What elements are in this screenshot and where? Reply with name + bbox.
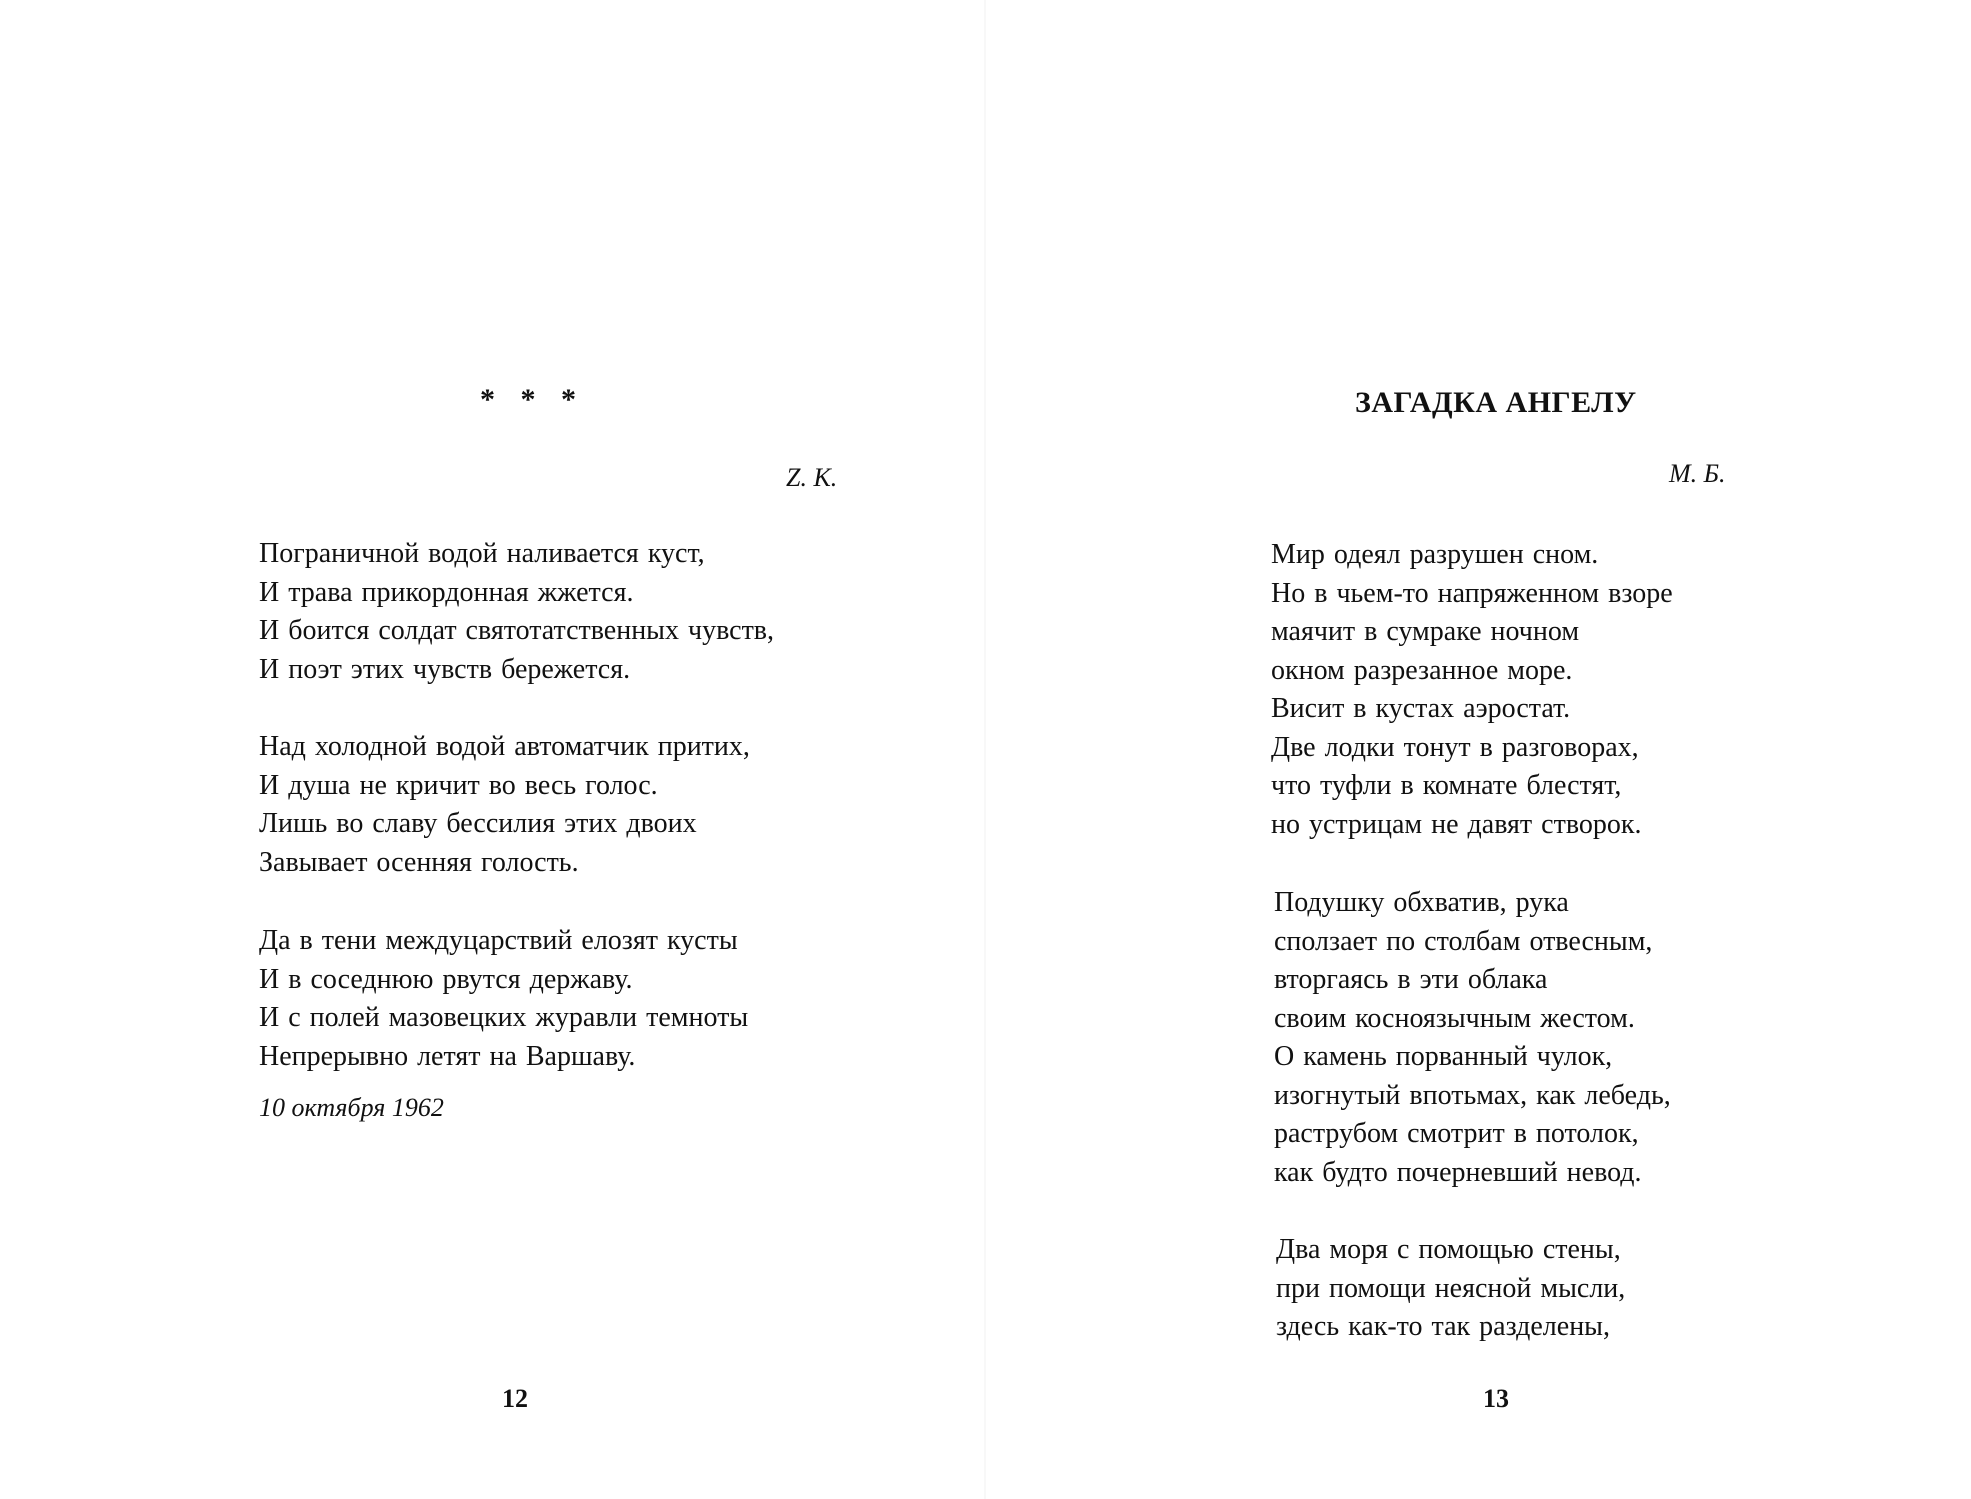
poem-line: И душа не кричит во весь голос. xyxy=(259,769,658,801)
poem-line: вторгаясь в эти облака xyxy=(1274,964,1548,995)
poem-title: ЗАГАДКА АНГЕЛУ xyxy=(1355,386,1637,419)
poem-line: Пограничной водой наливается куст, xyxy=(259,538,705,569)
poem-line: И трава прикордонная жжется. xyxy=(259,576,634,608)
poem-line: Мир одеял разрушен сном. xyxy=(1271,539,1599,570)
poem-line: Две лодки тонут в разговорах, xyxy=(1271,731,1639,763)
left-poem-stanza-1 xyxy=(259,535,774,689)
poem-line: И поэт этих чувств бережется. xyxy=(259,653,631,685)
poem-heading-asterisks: * * * xyxy=(480,383,585,416)
poem-line: но устрицам не давят створок. xyxy=(1271,808,1642,840)
page-number-right: 13 xyxy=(1483,1384,1509,1413)
right-poem-dedication: М. Б. xyxy=(1669,459,1726,488)
right-poem-stanza-3 xyxy=(1276,1231,1625,1347)
poem-line: Висит в кустах аэростат. xyxy=(1271,693,1571,724)
left-poem-stanza-3 xyxy=(259,922,748,1076)
page-number-left: 12 xyxy=(502,1384,528,1413)
book-gutter xyxy=(984,0,986,1499)
right-poem-stanza-2 xyxy=(1274,884,1671,1192)
poem-line: Лишь во славу бессилия этих двоих xyxy=(259,808,697,839)
poem-line: Над холодной водой автоматчик притих, xyxy=(259,731,750,762)
poem-line: маячит в сумраке ночном xyxy=(1271,616,1580,647)
poem-line: раструбом смотрит в потолок, xyxy=(1274,1118,1639,1149)
poem-line: окном разрезанное море. xyxy=(1271,654,1573,686)
poem-line: И с полей мазовецких журавли темноты xyxy=(259,1002,749,1033)
poem-line: здесь как-то так разделены, xyxy=(1276,1311,1610,1342)
poem-line: Подушку обхватив, рука xyxy=(1274,887,1569,918)
poem-line: Но в чьем-то напряженном взоре xyxy=(1271,577,1673,609)
poem-line: изогнутый впотьмах, как лебедь, xyxy=(1274,1079,1671,1111)
left-poem-stanza-2 xyxy=(259,728,750,882)
poem-line: Завывает осенняя голость. xyxy=(259,846,579,878)
poem-line: Непрерывно летят на Варшаву. xyxy=(259,1040,636,1072)
right-poem-stanza-1 xyxy=(1271,536,1673,844)
poem-line: Да в тени междуцарствий елозят кусты xyxy=(259,925,738,956)
poem-line: как будто почерневший невод. xyxy=(1274,1156,1642,1188)
poem-line: что туфли в комнате блестят, xyxy=(1271,770,1622,801)
poem-line: Два моря с помощью стены, xyxy=(1276,1234,1621,1265)
poem-line: при помощи неясной мысли, xyxy=(1276,1272,1626,1304)
poem-line: О камень порванный чулок, xyxy=(1274,1041,1613,1072)
left-poem-dedication: Z. K. xyxy=(786,463,838,492)
poem-line: сползает по столбам отвесным, xyxy=(1274,925,1653,957)
poem-line: И боится солдат святотатственных чувств, xyxy=(259,615,775,646)
poem-line: своим косноязычным жестом. xyxy=(1274,1002,1635,1034)
poem-line: И в соседнюю рвутся державу. xyxy=(259,963,633,995)
poem-date: 10 октября 1962 xyxy=(259,1093,444,1122)
